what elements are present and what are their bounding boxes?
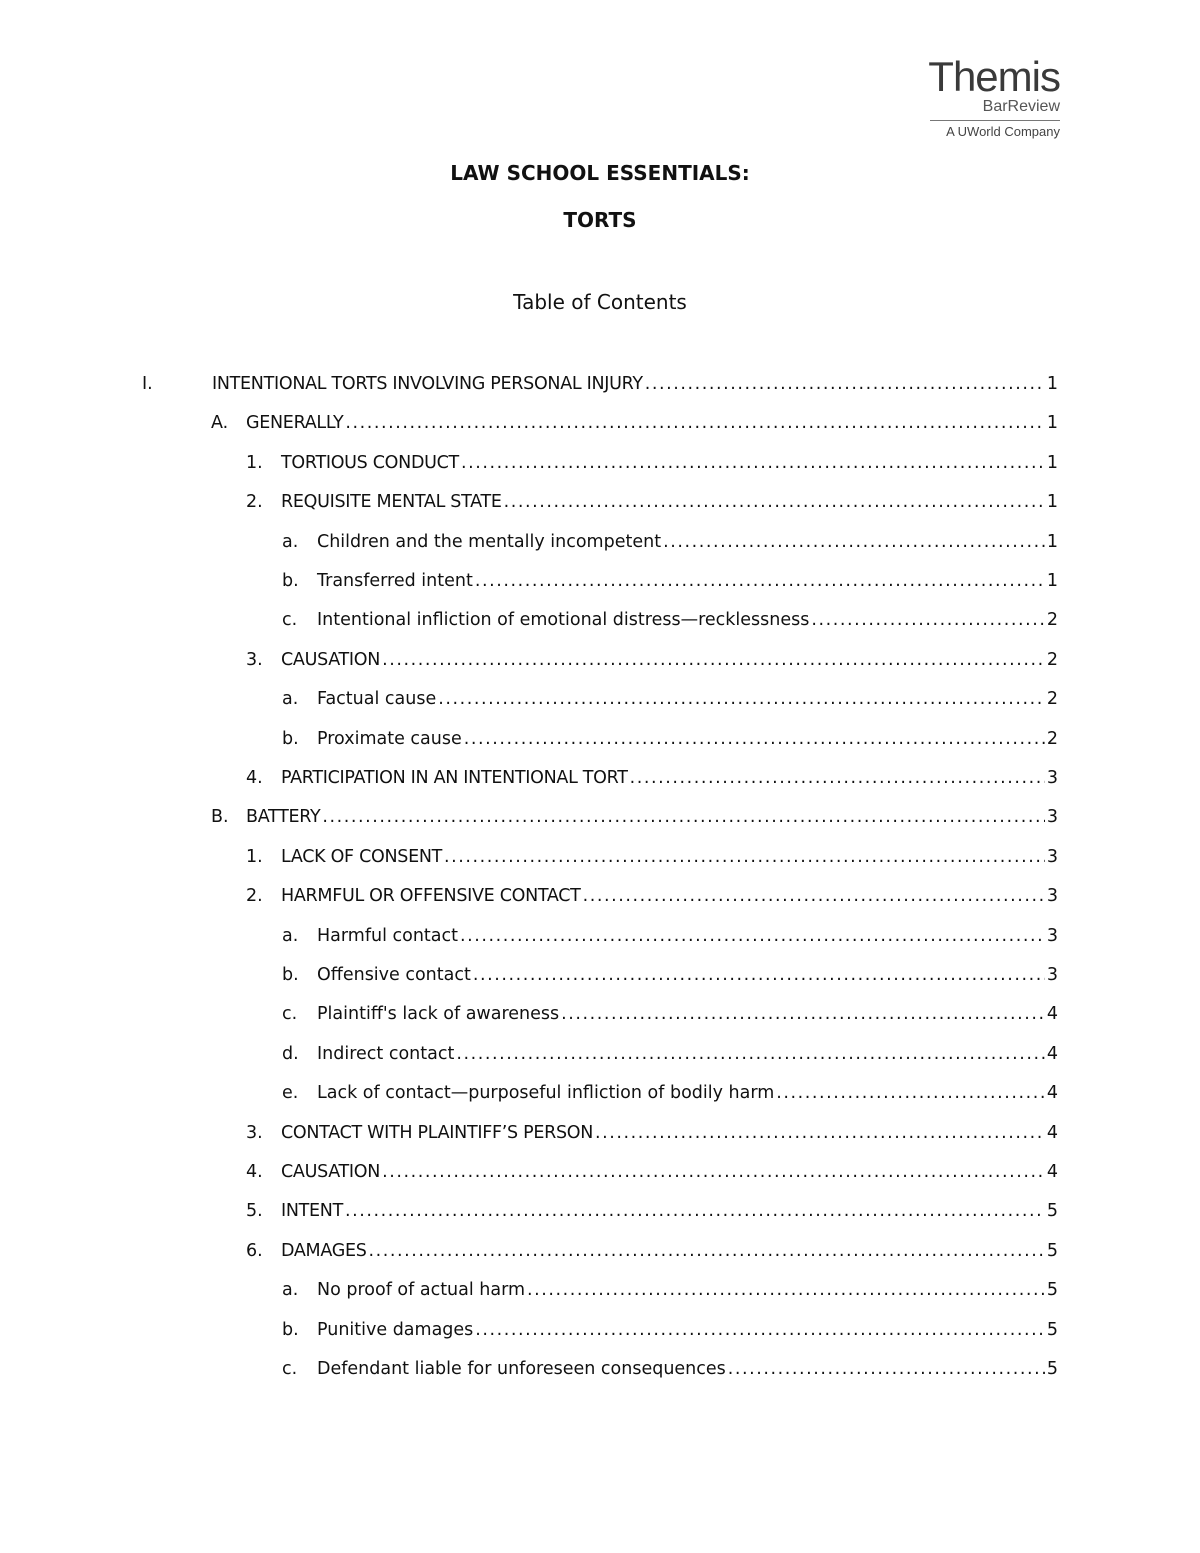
- toc-entry[interactable]: [246, 650, 1058, 680]
- toc-entry[interactable]: [282, 1044, 1058, 1074]
- toc-entry-number: c.: [282, 1004, 298, 1025]
- toc-entry-title: Offensive contact: [317, 965, 471, 985]
- toc-entry-title: LACK OF CONSENT: [281, 846, 443, 867]
- toc-entry-number: e.: [282, 1083, 299, 1104]
- toc-entry-page: 2: [1046, 610, 1058, 631]
- toc-entry[interactable]: [282, 1359, 1058, 1389]
- toc-entry-title: Transferred intent: [317, 571, 473, 591]
- toc-entry-number: b.: [282, 728, 299, 749]
- toc-dot-leader: [456, 1044, 1045, 1064]
- toc-dot-leader: [475, 1320, 1045, 1340]
- toc-entry-title: CAUSATION: [281, 1162, 381, 1182]
- toc-entry-number: c.: [282, 1359, 298, 1379]
- toc-entry-number: 5.: [246, 1201, 263, 1222]
- toc-dot-leader: [663, 532, 1045, 552]
- toc-dot-leader: [475, 571, 1045, 591]
- toc-entry-title: Proximate cause: [317, 728, 462, 749]
- toc-entry-page: 5: [1046, 1280, 1058, 1301]
- toc-entry-title: BATTERY: [246, 807, 321, 828]
- toc-dot-leader: [630, 768, 1045, 788]
- toc-dot-leader: [322, 807, 1044, 827]
- toc-entry-title: INTENT: [281, 1201, 343, 1222]
- toc-entry-title: INTENTIONAL TORTS INVOLVING PERSONAL INJURY: [212, 374, 643, 394]
- toc-entry-title: CONTACT WITH PLAINTIFF’S PERSON: [281, 1122, 594, 1143]
- toc-entry-page: 3: [1046, 886, 1058, 907]
- toc-entry-number: b.: [282, 571, 299, 591]
- toc-entry[interactable]: [282, 729, 1058, 759]
- toc-entry[interactable]: [246, 492, 1058, 522]
- toc-entry-page: 1: [1046, 492, 1058, 513]
- toc-dot-leader: [460, 926, 1045, 946]
- toc-entry-title: REQUISITE MENTAL STATE: [281, 492, 502, 513]
- toc-entry-page: 4: [1046, 1083, 1058, 1104]
- toc-dot-leader: [776, 1083, 1045, 1103]
- toc-entry-page: 4: [1046, 1004, 1058, 1025]
- toc-entry-page: 5: [1046, 1201, 1058, 1222]
- toc-entry[interactable]: [282, 926, 1058, 956]
- toc-entry-page: 5: [1046, 1240, 1058, 1261]
- toc-entry-number: A.: [211, 413, 229, 434]
- toc-entry-title: Defendant liable for unforeseen consequences: [317, 1359, 726, 1379]
- toc-entry-number: a.: [282, 531, 299, 552]
- toc-entry-title: Harmful contact: [317, 925, 458, 946]
- toc-entry-title: Punitive damages: [317, 1319, 474, 1340]
- toc-entry-page: 5: [1046, 1359, 1058, 1379]
- toc-entry-title: DAMAGES: [281, 1240, 367, 1261]
- toc-dot-leader: [645, 374, 1045, 394]
- toc-entry-title: Children and the mentally incompetent: [317, 531, 662, 552]
- toc-entry-page: 3: [1046, 768, 1058, 788]
- logo-divider: [930, 120, 1060, 121]
- toc-entry[interactable]: [211, 413, 1058, 443]
- toc-entry-page: 4: [1046, 1162, 1058, 1182]
- toc-dot-leader: [345, 1201, 1045, 1221]
- toc-entry-page: 4: [1046, 1122, 1058, 1143]
- toc-entry-title: No proof of actual harm: [317, 1280, 526, 1301]
- toc-entry-number: 6.: [246, 1240, 263, 1261]
- toc-entry-title: Plaintiff's lack of awareness: [317, 1004, 560, 1025]
- toc-dot-leader: [504, 492, 1045, 512]
- toc-entry-title: CAUSATION: [281, 649, 381, 670]
- toc-entry-number: d.: [282, 1043, 299, 1064]
- toc-entry-number: a.: [282, 925, 299, 946]
- toc-dot-leader: [464, 729, 1045, 749]
- toc-entry[interactable]: [282, 965, 1058, 995]
- toc-entry-page: 2: [1046, 649, 1058, 670]
- toc-entry-page: 3: [1046, 925, 1058, 946]
- toc-dot-leader: [561, 1004, 1045, 1024]
- toc-entry-title: Intentional infliction of emotional distress—recklessness: [317, 610, 810, 631]
- toc-entry[interactable]: [246, 1123, 1058, 1153]
- toc-entry-page: 3: [1046, 807, 1058, 828]
- toc-entry-number: c.: [282, 610, 298, 631]
- toc-dot-leader: [438, 689, 1045, 709]
- toc-entry-page: 3: [1046, 965, 1058, 985]
- toc-entry[interactable]: [282, 1083, 1058, 1113]
- toc-entry[interactable]: [246, 768, 1058, 798]
- toc-entry[interactable]: [282, 610, 1058, 640]
- toc-entry-title: Factual cause: [317, 689, 437, 710]
- toc-entry-number: 4.: [246, 768, 263, 788]
- toc-dot-leader: [444, 847, 1045, 867]
- toc-entry-number: I.: [142, 374, 153, 394]
- toc-dot-leader: [583, 886, 1045, 906]
- toc-entry[interactable]: [282, 689, 1058, 719]
- toc-dot-leader: [527, 1280, 1045, 1300]
- toc-dot-leader: [811, 610, 1045, 630]
- toc-entry-page: 4: [1046, 1043, 1058, 1064]
- toc-dot-leader: [345, 413, 1045, 433]
- document-title: LAW SCHOOL ESSENTIALS:: [450, 161, 750, 185]
- toc-entry-page: 1: [1046, 374, 1058, 394]
- toc-entry[interactable]: [246, 1201, 1058, 1231]
- toc-entry-page: 1: [1046, 452, 1058, 473]
- toc-entry-page: 1: [1046, 413, 1058, 434]
- themis-logo: [920, 53, 1060, 139]
- toc-entry-number: 2.: [246, 886, 263, 907]
- toc-entry-number: 1.: [246, 846, 263, 867]
- toc-entry-title: Lack of contact—purposeful infliction of bodily harm: [317, 1083, 775, 1104]
- logo-subtitle: BarReview: [982, 98, 1060, 115]
- toc-entry-number: a.: [282, 1280, 299, 1301]
- toc-dot-leader: [382, 1162, 1045, 1182]
- toc-entry-number: a.: [282, 689, 299, 710]
- toc-entry[interactable]: [246, 847, 1058, 877]
- toc-entry-page: 1: [1046, 571, 1058, 591]
- toc-dot-leader: [595, 1123, 1045, 1143]
- toc-entry-page: 5: [1046, 1319, 1058, 1340]
- toc-dot-leader: [728, 1359, 1045, 1379]
- toc-entry[interactable]: [142, 374, 1058, 404]
- toc-dot-leader: [461, 453, 1045, 473]
- toc-entry-number: b.: [282, 1319, 299, 1340]
- toc-entry-number: b.: [282, 965, 299, 985]
- toc-entry[interactable]: [282, 571, 1058, 601]
- toc-entry[interactable]: [246, 1241, 1058, 1271]
- toc-entry-number: B.: [211, 807, 229, 828]
- toc-entry-number: 3.: [246, 649, 263, 670]
- toc-entry[interactable]: [211, 807, 1058, 837]
- toc-entry-number: 4.: [246, 1162, 263, 1182]
- toc-entry[interactable]: [246, 453, 1058, 483]
- toc-dot-leader: [473, 965, 1045, 985]
- logo-company: A UWorld Company: [946, 124, 1060, 139]
- toc-entry[interactable]: [282, 1004, 1058, 1034]
- toc-entry-title: TORTIOUS CONDUCT: [281, 452, 459, 473]
- toc-entry-page: 1: [1046, 531, 1058, 552]
- toc-entry-title: HARMFUL OR OFFENSIVE CONTACT: [281, 886, 581, 907]
- toc-dot-leader: [382, 650, 1045, 670]
- toc-entry-number: 1.: [246, 452, 263, 473]
- toc-entry[interactable]: [246, 886, 1058, 916]
- toc-entry[interactable]: [246, 1162, 1058, 1192]
- toc-entry-page: 2: [1046, 728, 1058, 749]
- toc-entry-number: 3.: [246, 1122, 263, 1143]
- toc-entry-title: PARTICIPATION IN AN INTENTIONAL TORT: [281, 768, 628, 788]
- toc-heading: Table of Contents: [513, 290, 687, 314]
- toc-entry-title: Indirect contact: [317, 1043, 455, 1064]
- toc-entry[interactable]: [282, 1280, 1058, 1310]
- logo-wordmark: Themis: [928, 53, 1060, 100]
- toc-entry-page: 3: [1046, 846, 1058, 867]
- toc-entry-page: 2: [1046, 689, 1058, 710]
- toc-entry-title: GENERALLY: [246, 413, 344, 434]
- toc-entry[interactable]: [282, 1320, 1058, 1350]
- document-subtitle: TORTS: [563, 208, 637, 232]
- toc-entry[interactable]: [282, 532, 1058, 562]
- toc-dot-leader: [369, 1241, 1045, 1261]
- toc-entry-number: 2.: [246, 492, 263, 513]
